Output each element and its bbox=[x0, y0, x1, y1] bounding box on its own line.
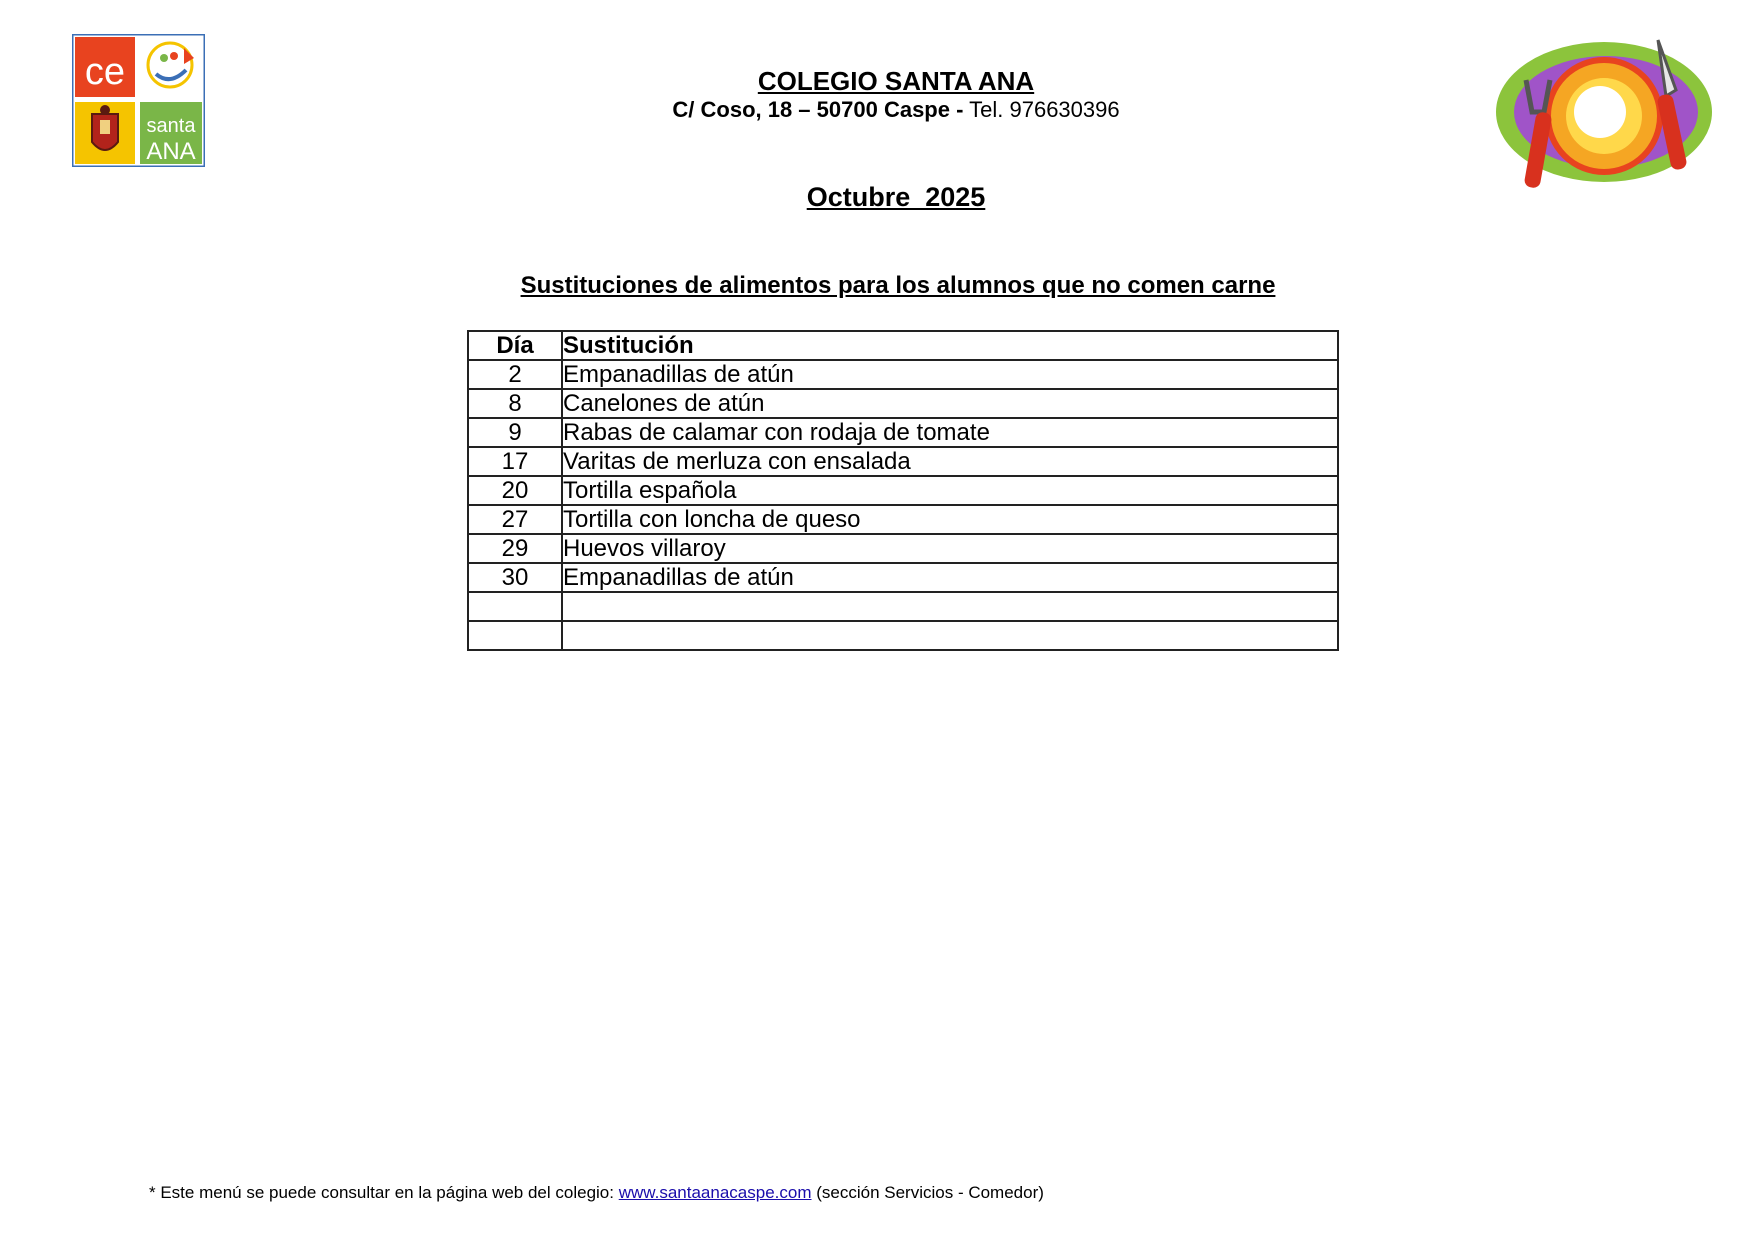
page-subtitle: Sustituciones de alimentos para los alumnos que no comen carne bbox=[520, 272, 1276, 299]
address-phone: Tel. 976630396 bbox=[969, 97, 1120, 122]
substitutions-table bbox=[467, 330, 1339, 651]
address-street: C/ Coso, 18 – 50700 Caspe - bbox=[672, 97, 964, 122]
substitution-cell: Tortilla con loncha de queso bbox=[562, 505, 1338, 534]
footer-note bbox=[149, 1183, 1044, 1203]
day-cell: 29 bbox=[468, 534, 562, 563]
day-cell: 8 bbox=[468, 389, 562, 418]
table-row bbox=[468, 563, 1338, 592]
day-cell: 27 bbox=[468, 505, 562, 534]
school-address bbox=[0, 97, 1755, 123]
table-row bbox=[468, 505, 1338, 534]
day-cell: 2 bbox=[468, 360, 562, 389]
logo-santa-text: santa bbox=[146, 115, 196, 137]
substitution-cell bbox=[562, 621, 1338, 650]
day-cell bbox=[468, 592, 562, 621]
day-cell: 17 bbox=[468, 447, 562, 476]
footer-note-suffix: (sección Servicios - Comedor) bbox=[816, 1183, 1044, 1202]
substitution-cell: Rabas de calamar con rodaja de tomate bbox=[562, 418, 1338, 447]
table-header-row bbox=[468, 331, 1338, 360]
school-name: COLEGIO SANTA ANA bbox=[757, 66, 1035, 96]
table-row bbox=[468, 447, 1338, 476]
substitution-cell: Varitas de merluza con ensalada bbox=[562, 447, 1338, 476]
table-row bbox=[468, 534, 1338, 563]
day-cell bbox=[468, 621, 562, 650]
table-row bbox=[468, 476, 1338, 505]
website-link[interactable]: www.santaanacaspe.com bbox=[618, 1183, 812, 1202]
month-title: Octubre 2025 bbox=[806, 182, 986, 212]
logo-ana-text: ANA bbox=[146, 138, 196, 165]
substitution-cell: Empanadillas de atún bbox=[562, 563, 1338, 592]
table-row bbox=[468, 360, 1338, 389]
day-cell: 30 bbox=[468, 563, 562, 592]
substitution-cell: Empanadillas de atún bbox=[562, 360, 1338, 389]
substitution-cell: Canelones de atún bbox=[562, 389, 1338, 418]
table-row bbox=[468, 418, 1338, 447]
substitution-cell bbox=[562, 592, 1338, 621]
substitution-cell: Huevos villaroy bbox=[562, 534, 1338, 563]
table-row bbox=[468, 389, 1338, 418]
table-row bbox=[468, 592, 1338, 621]
footer-note-prefix: * Este menú se puede consultar en la página web del colegio: bbox=[149, 1183, 614, 1202]
column-header-sustitucion: Sustitución bbox=[562, 331, 1338, 360]
day-cell: 9 bbox=[468, 418, 562, 447]
day-cell: 20 bbox=[468, 476, 562, 505]
table-row bbox=[468, 621, 1338, 650]
column-header-dia: Día bbox=[468, 331, 562, 360]
logo-ce-text: ce bbox=[84, 51, 126, 93]
substitution-cell: Tortilla española bbox=[562, 476, 1338, 505]
